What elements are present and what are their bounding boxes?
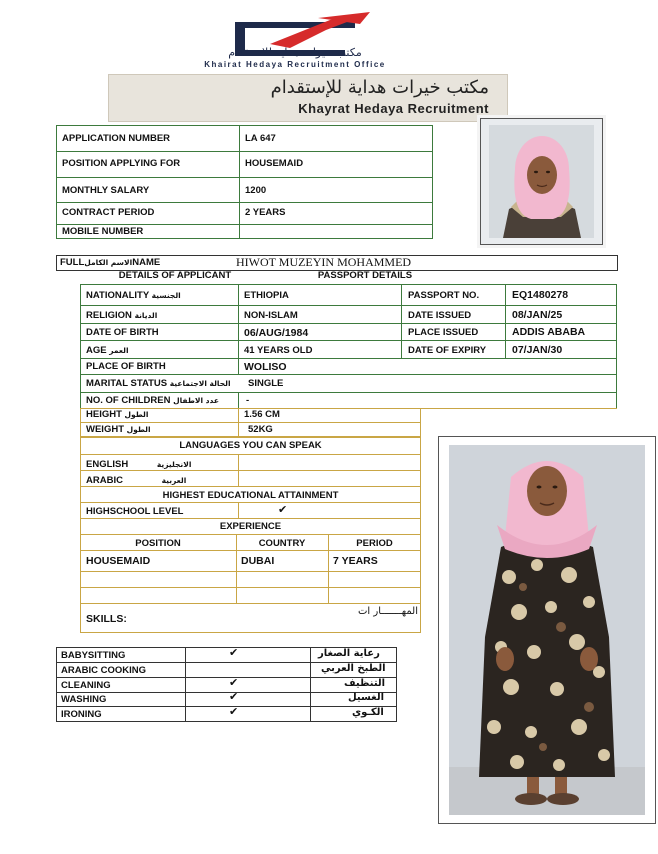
position-label: POSITION APPLYING FOR xyxy=(62,158,181,169)
company-logo xyxy=(150,10,440,70)
skill-babysitting-label: BABYSITTING xyxy=(61,650,126,661)
experience-col-period: PERIOD xyxy=(356,538,393,549)
height-label: HEIGHT الطول xyxy=(86,409,149,420)
skill-washing-label: WASHING xyxy=(61,694,107,705)
nationality-value: ETHIOPIA xyxy=(244,290,289,301)
salary-value: 1200 xyxy=(245,185,267,196)
headshot-portrait-icon xyxy=(481,119,602,244)
experience-position-value: HOUSEMAID xyxy=(86,555,151,567)
date-expiry-value: 07/JAN/30 xyxy=(512,344,563,356)
religion-label: RELIGION الديانة xyxy=(86,310,158,321)
applicant-section-header: DETAILS OF APPLICANT xyxy=(118,270,232,281)
religion-value: NON-ISLAM xyxy=(244,310,298,321)
weight-label: WEIGHT الطول xyxy=(86,424,151,435)
mobile-label: MOBILE NUMBER xyxy=(62,226,144,237)
banner-arabic-text: مكتب خيرات هداية للإستقدام xyxy=(270,77,489,98)
contract-label: CONTRACT PERIOD xyxy=(62,207,155,218)
arabic-label: ARABIC العربية xyxy=(86,475,187,486)
english-label: ENGLISH الانجليزية xyxy=(86,459,192,470)
education-header: HIGHEST EDUCATIONAL ATTAINMENT xyxy=(162,490,339,501)
skill-cleaning-check-icon: ✔ xyxy=(229,676,239,689)
skill-ironing-label: IRONING xyxy=(61,709,102,720)
position-value: HOUSEMAID xyxy=(245,158,304,169)
skill-cooking-arabic: الطبخ العربي xyxy=(321,663,386,674)
full-name-label: FULLالاسم الكاملNAME xyxy=(60,257,161,268)
salary-label: MONTHLY SALARY xyxy=(62,185,150,196)
logo-english-text: Khairat Hedaya Recruitment Office xyxy=(204,60,386,69)
experience-header: EXPERIENCE xyxy=(219,521,282,532)
passport-section-header: PASSPORT DETAILS xyxy=(317,270,413,281)
dob-label: DATE OF BIRTH xyxy=(86,327,159,338)
children-value: - xyxy=(246,395,250,406)
place-issued-label: PLACE ISSUED xyxy=(408,327,479,338)
skill-cleaning-arabic: التنظيف xyxy=(344,678,386,689)
contract-value: 2 YEARS xyxy=(245,207,286,218)
skill-ironing-arabic: الكـوي xyxy=(352,707,384,718)
passport-no-value: EQ1480278 xyxy=(512,289,569,301)
full-body-photo xyxy=(438,436,656,824)
skill-babysitting-arabic: رعاية الصغار xyxy=(318,648,380,659)
skill-washing-arabic: الغسيل xyxy=(348,692,385,703)
experience-period-value: 7 YEARS xyxy=(333,555,378,567)
marital-status-value: SINGLE xyxy=(248,378,284,389)
weight-value: 52KG xyxy=(248,424,273,435)
dob-value: 06/AUG/1984 xyxy=(244,327,309,339)
date-expiry-label: DATE OF EXPIRY xyxy=(408,345,487,356)
age-label: AGE العمر xyxy=(86,345,129,356)
skill-ironing-check-icon: ✔ xyxy=(229,705,239,718)
age-value: 41 YEARS OLD xyxy=(244,345,313,356)
place-of-birth-label: PLACE OF BIRTH xyxy=(86,361,166,372)
height-value: 1.56 CM xyxy=(244,409,280,420)
experience-country-value: DUBAI xyxy=(241,555,275,567)
date-issued-label: DATE ISSUED xyxy=(408,310,472,321)
full-body-portrait-icon xyxy=(439,437,655,823)
passport-no-label: PASSPORT NO. xyxy=(408,290,480,301)
application-number-label: APPLICATION NUMBER xyxy=(62,133,171,144)
company-banner xyxy=(108,74,508,122)
skill-cooking-label: ARABIC COOKING xyxy=(61,665,146,676)
date-issued-value: 08/JAN/25 xyxy=(512,309,563,321)
headshot-photo xyxy=(480,118,603,245)
nationality-label: NATIONALITY الجنسية xyxy=(86,290,181,301)
experience-col-country: COUNTRY xyxy=(258,538,306,549)
skills-arabic-label: المهـــــــار ات xyxy=(358,606,418,617)
banner-english-text: Khayrat Hedaya Recruitment xyxy=(298,101,489,116)
education-level: HIGHSCHOOL LEVEL xyxy=(86,506,184,517)
skills-label: SKILLS: xyxy=(86,613,127,625)
full-name-value: HIWOT MUZEYIN MOHAMMED xyxy=(236,255,412,269)
skill-washing-check-icon: ✔ xyxy=(229,690,239,703)
logo-arabic-text: مكتب خيرات هداية للاستقدام xyxy=(228,46,362,59)
education-check-icon: ✔ xyxy=(278,503,288,516)
place-issued-value: ADDIS ABABA xyxy=(512,326,586,338)
children-label: NO. OF CHILDREN عدد الاطفال xyxy=(86,395,219,406)
marital-status-label: MARITAL STATUS الحالة الاجتماعية xyxy=(86,378,231,389)
place-of-birth-value: WOLISO xyxy=(244,361,287,373)
skill-babysitting-check-icon: ✔ xyxy=(229,646,239,659)
application-number-value: LA 647 xyxy=(245,133,276,144)
languages-header: LANGUAGES YOU CAN SPEAK xyxy=(179,440,322,451)
skill-cleaning-label: CLEANING xyxy=(61,680,111,691)
experience-col-position: POSITION xyxy=(135,538,181,549)
